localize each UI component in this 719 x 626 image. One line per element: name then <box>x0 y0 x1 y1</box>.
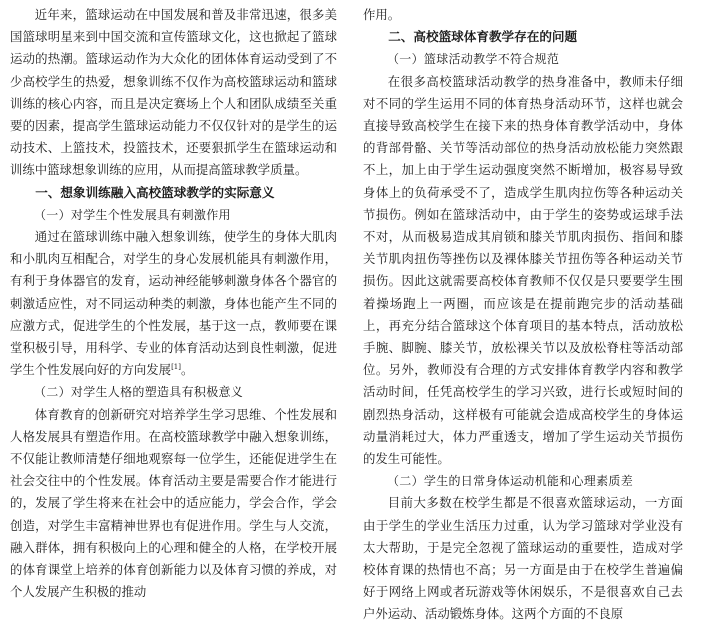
left-column <box>10 4 337 603</box>
paragraph-1-1 <box>10 226 337 381</box>
paragraph-1-1-end: 。 <box>181 362 194 378</box>
section-heading-1: 一、想象训练融入高校篮球教学的实际意义 <box>35 184 275 200</box>
paragraph-2-1: 在很多高校篮球活动教学的热身准备中，教师未仔细对不同的学生运用不同的体育热身活动环节，这样也就会直接导致高校学生在接下来的热身体育教学活动中，身体的背部骨骼、关节等活动部位的热身活动放松能力突然跟不上，加上由于学生运动强度突然不断增加，极容易导致身体上的负荷承受不了，造成学生肌肉拉伤等各种运动关节损伤。例如在篮球活动中，由于学生的姿势或运球手法不对，从而极易造成其肩锁和膝关节肌肉损伤、指间和膝关节肌肉扭伤等挫伤以及裸体膝关节扭伤等各种运动关节损伤。因此这就需要高校体育教师不仅仅是只要要学生围着操场跑上一两圈，而应该是在提前跑完步的活动基础上，再充分结合篮球这个体育项目的基本特点，活动放松手腕、脚腕、膝关节，放松裸关节以及放松脊柱等活动部位。另外，教师没有合理的方式安排体育教学内容和教学活动时间，任凭高校学生的学习兴致，进行长或短时间的剧烈热身活动，这样极有可能就会造成高校学生的身体运动量消耗过大，体力严重透支，增加了学生运动关节损伤的发生可能性。 <box>363 73 683 467</box>
section-heading-2: 二、高校篮球体育教学存在的问题 <box>388 29 578 45</box>
subsection-heading-2-2: （二）学生的日常身体运动机能和心理素质差 <box>387 474 634 489</box>
intro-paragraph: 近年来，篮球运动在中国发展和普及非常迅速，很多美国篮球明星来到中国交流和宣传篮球文化，这也掀起了篮球运动的热潮。篮球运动作为大众化的团体体育运动受到了不少高校学生的热爱，想象训练不仅作为高校篮球运动和篮球训练的核心内容，而且是决定赛场上个人和团队成绩至关重要的因素，提高学生篮球运动能力不仅仅针对的是学生的运动技术、上篮技术，投篮技术，还要狠抓学生在篮球运动和训练中篮球想象训练的应用，从而提高篮球教学质量。 <box>10 7 337 178</box>
paragraph-2-2: 目前大多数在校学生都是不很喜欢篮球运动，一方面由于学生的学业生活压力过重，认为学习篮球对学业没有太大帮助，于是完全忽视了篮球运动的重要性，造成对学校体育课的热情也不高；另一方面是由于在校学生普遍偏好于网络上网或者玩游戏等休闲娱乐，不是很喜欢自己去户外运动、活动锻炼身体。这两个方面的不良原 <box>363 495 683 622</box>
subsection-heading-2-1: （一）篮球活动教学不符合规范 <box>387 52 560 67</box>
subsection-heading-1-1: （一）对学生个性发展具有刺激作用 <box>34 207 231 222</box>
citation-ref-1[interactable]: [1] <box>171 363 181 372</box>
continued-paragraph: 作用。 <box>363 7 401 22</box>
right-column <box>363 4 683 626</box>
paragraph-1-2: 体育教育的创新研究对培养学生学习思维、个性发展和人格发展具有塑造作用。在高校篮球教学中融入想象训练，不仅能让教师清楚仔细地观察每一位学生，还能促进学生在社会交往中的个性发展。体育活动主要是需要合作才能进行的，发展了学生将来在社会中的适应能力，学会合作，学会创造，对学生丰富精神世界也有促进作用。学生与人交流，融入群体，拥有积极向上的心理和健全的人格，在学校开展的体育课堂上培养的体育创新能力以及体育习惯的养成，对个人发展产生积极的推动 <box>10 406 337 600</box>
paragraph-1-1-text: 通过在篮球训练中融入想象训练，使学生的身体大肌肉和小肌肉互相配合，对学生的身心发展机能具有刺激作用，有利于身体器官的发育，运动神经能够刺激身体各个器官的刺激适应性，对不同运动种类的刺激，身体也能产生不同的应激方式，促进学生的个性发展，基于这一点，教师要在课堂积极引导，用科学、专业的体育活动达到良性刺激，促进学生个性发展向好的方向发展 <box>10 229 337 378</box>
subsection-heading-1-2: （二）对学生人格的塑造具有积极意义 <box>34 385 244 400</box>
